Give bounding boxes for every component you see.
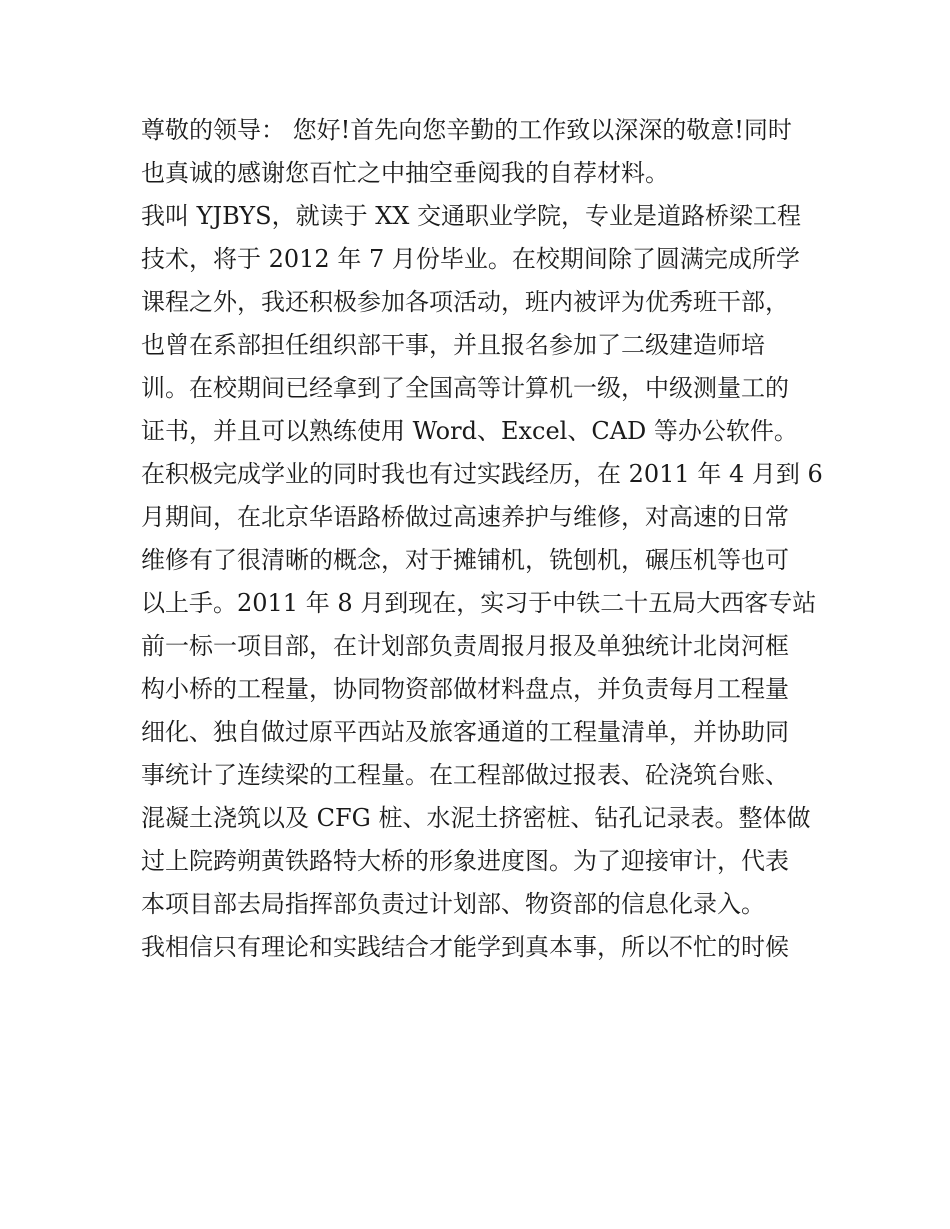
text-line: 以上手。2011 年 8 月到现在，实习于中铁二十五局大西客专站 xyxy=(141,589,817,617)
text-line: 细化、独自做过原平西站及旅客通道的工程量清单，并协助同 xyxy=(141,718,789,746)
text-line: 我相信只有理论和实践结合才能学到真本事，所以不忙的时候 xyxy=(141,933,789,961)
text-line: 课程之外，我还积极参加各项活动，班内被评为优秀班干部， xyxy=(141,288,789,316)
text-line: 技术，将于 2012 年 7 月份毕业。在校期间除了圆满完成所学 xyxy=(141,245,800,273)
text-line: 事统计了连续梁的工程量。在工程部做过报表、砼浇筑台账、 xyxy=(141,761,789,789)
text-line: 本项目部去局指挥部负责过计划部、物资部的信息化录入。 xyxy=(141,890,765,918)
text-line: 过上院跨朔黄铁路特大桥的形象进度图。为了迎接审计，代表 xyxy=(141,847,789,875)
text-line: 也曾在系部担任组织部干事，并且报名参加了二级建造师培 xyxy=(141,331,765,359)
text-line: 在积极完成学业的同时我也有过实践经历，在 2011 年 4 月到 6 xyxy=(141,460,823,488)
letter-body xyxy=(141,109,821,969)
text-line: 构小桥的工程量，协同物资部做材料盘点，并负责每月工程量 xyxy=(141,675,789,703)
text-line: 证书，并且可以熟练使用 Word、Excel、CAD 等办公软件。 xyxy=(141,417,798,445)
text-line: 前一标一项目部，在计划部负责周报月报及单独统计北岗河框 xyxy=(141,632,789,660)
text-line: 月期间，在北京华语路桥做过高速养护与维修，对高速的日常 xyxy=(141,503,789,531)
text-line: 维修有了很清晰的概念，对于摊铺机，铣刨机，碾压机等也可 xyxy=(141,546,789,574)
text-line: 混凝土浇筑以及 CFG 桩、水泥土挤密桩、钻孔记录表。整体做 xyxy=(141,804,811,832)
text-line: 也真诚的感谢您百忙之中抽空垂阅我的自荐材料。 xyxy=(141,159,669,187)
text-line: 我叫 YJBYS，就读于 XX 交通职业学院，专业是道路桥梁工程 xyxy=(141,202,802,230)
text-line: 尊敬的领导： 您好!首先向您辛勤的工作致以深深的敬意!同时 xyxy=(141,116,792,144)
text-line: 训。在校期间已经拿到了全国高等计算机一级，中级测量工的 xyxy=(141,374,789,402)
